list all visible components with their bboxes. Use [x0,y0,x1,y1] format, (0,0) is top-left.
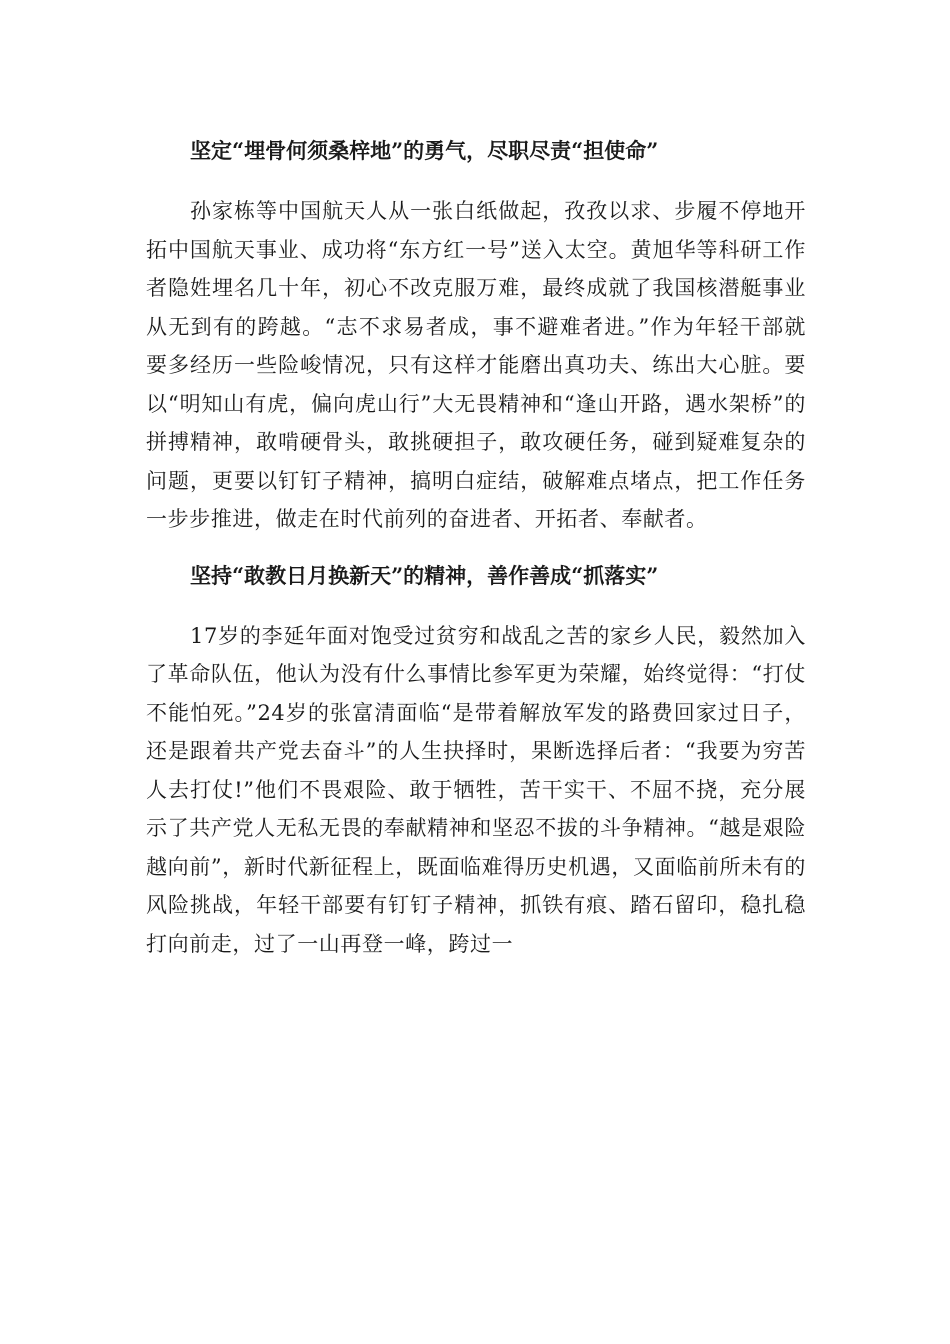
spacer [146,170,806,192]
section-heading-2: 坚持“敢教日月换新天”的精神，善作善成“抓落实” [190,562,659,588]
section-heading-1: 坚定“埋骨何须桑梓地”的勇气，尽职尽责“担使命” [190,138,659,163]
spacer [146,539,806,557]
spacer [146,595,806,617]
section-paragraph-2: 17岁的李延年面对饱受过贫穷和战乱之苦的家乡人民，毅然加入了革命队伍，他认为没有什么事情比参军更为荣耀，始终觉得：“打仗不能怕死。”24岁的张富清面临“是带着解放军发的路费回家过日子，还是跟着共产党去奋斗”的人生抉择时，果断选择后者：“我要为穷苦人去打仗!”他们不畏艰险、敢于牺牲，苦干实干、不屈不挠，充分展示了共产党人无私无畏的奉献精神和坚忍不拔的斗争精神。“越是艰险越向前”，新时代新征程上，既面临难得历史机遇，又面临前所未有的风险挑战，年轻干部要有钉钉子精神，抓铁有痕、踏石留印，稳扎稳打向前走，过了一山再登一峰，跨过一 [146,623,806,956]
section-paragraph-1: 孙家栋等中国航天人从一张白纸做起，孜孜以求、步履不停地开拓中国航天事业、成功将“东方红一号”送入太空。黄旭华等科研工作者隐姓埋名几十年，初心不改克服万难，最终成就了我国核潜艇事业从无到有的跨越。“志不求易者成，事不避难者进。”作为年轻干部就要多经历一些险峻情况，只有这样才能磨出真功夫、练出大心脏。要以“明知山有虎，偏向虎山行”大无畏精神和“逢山开路，遇水架桥”的拼搏精神，敢啃硬骨头，敢挑硬担子，敢攻硬任务，碰到疑难复杂的问题，更要以钉钉子精神，搞明白症结，破解难点堵点，把工作任务一步步推进，做走在时代前列的奋进者、开拓者、奉献者。 [146,199,806,531]
document-body [146,132,806,963]
